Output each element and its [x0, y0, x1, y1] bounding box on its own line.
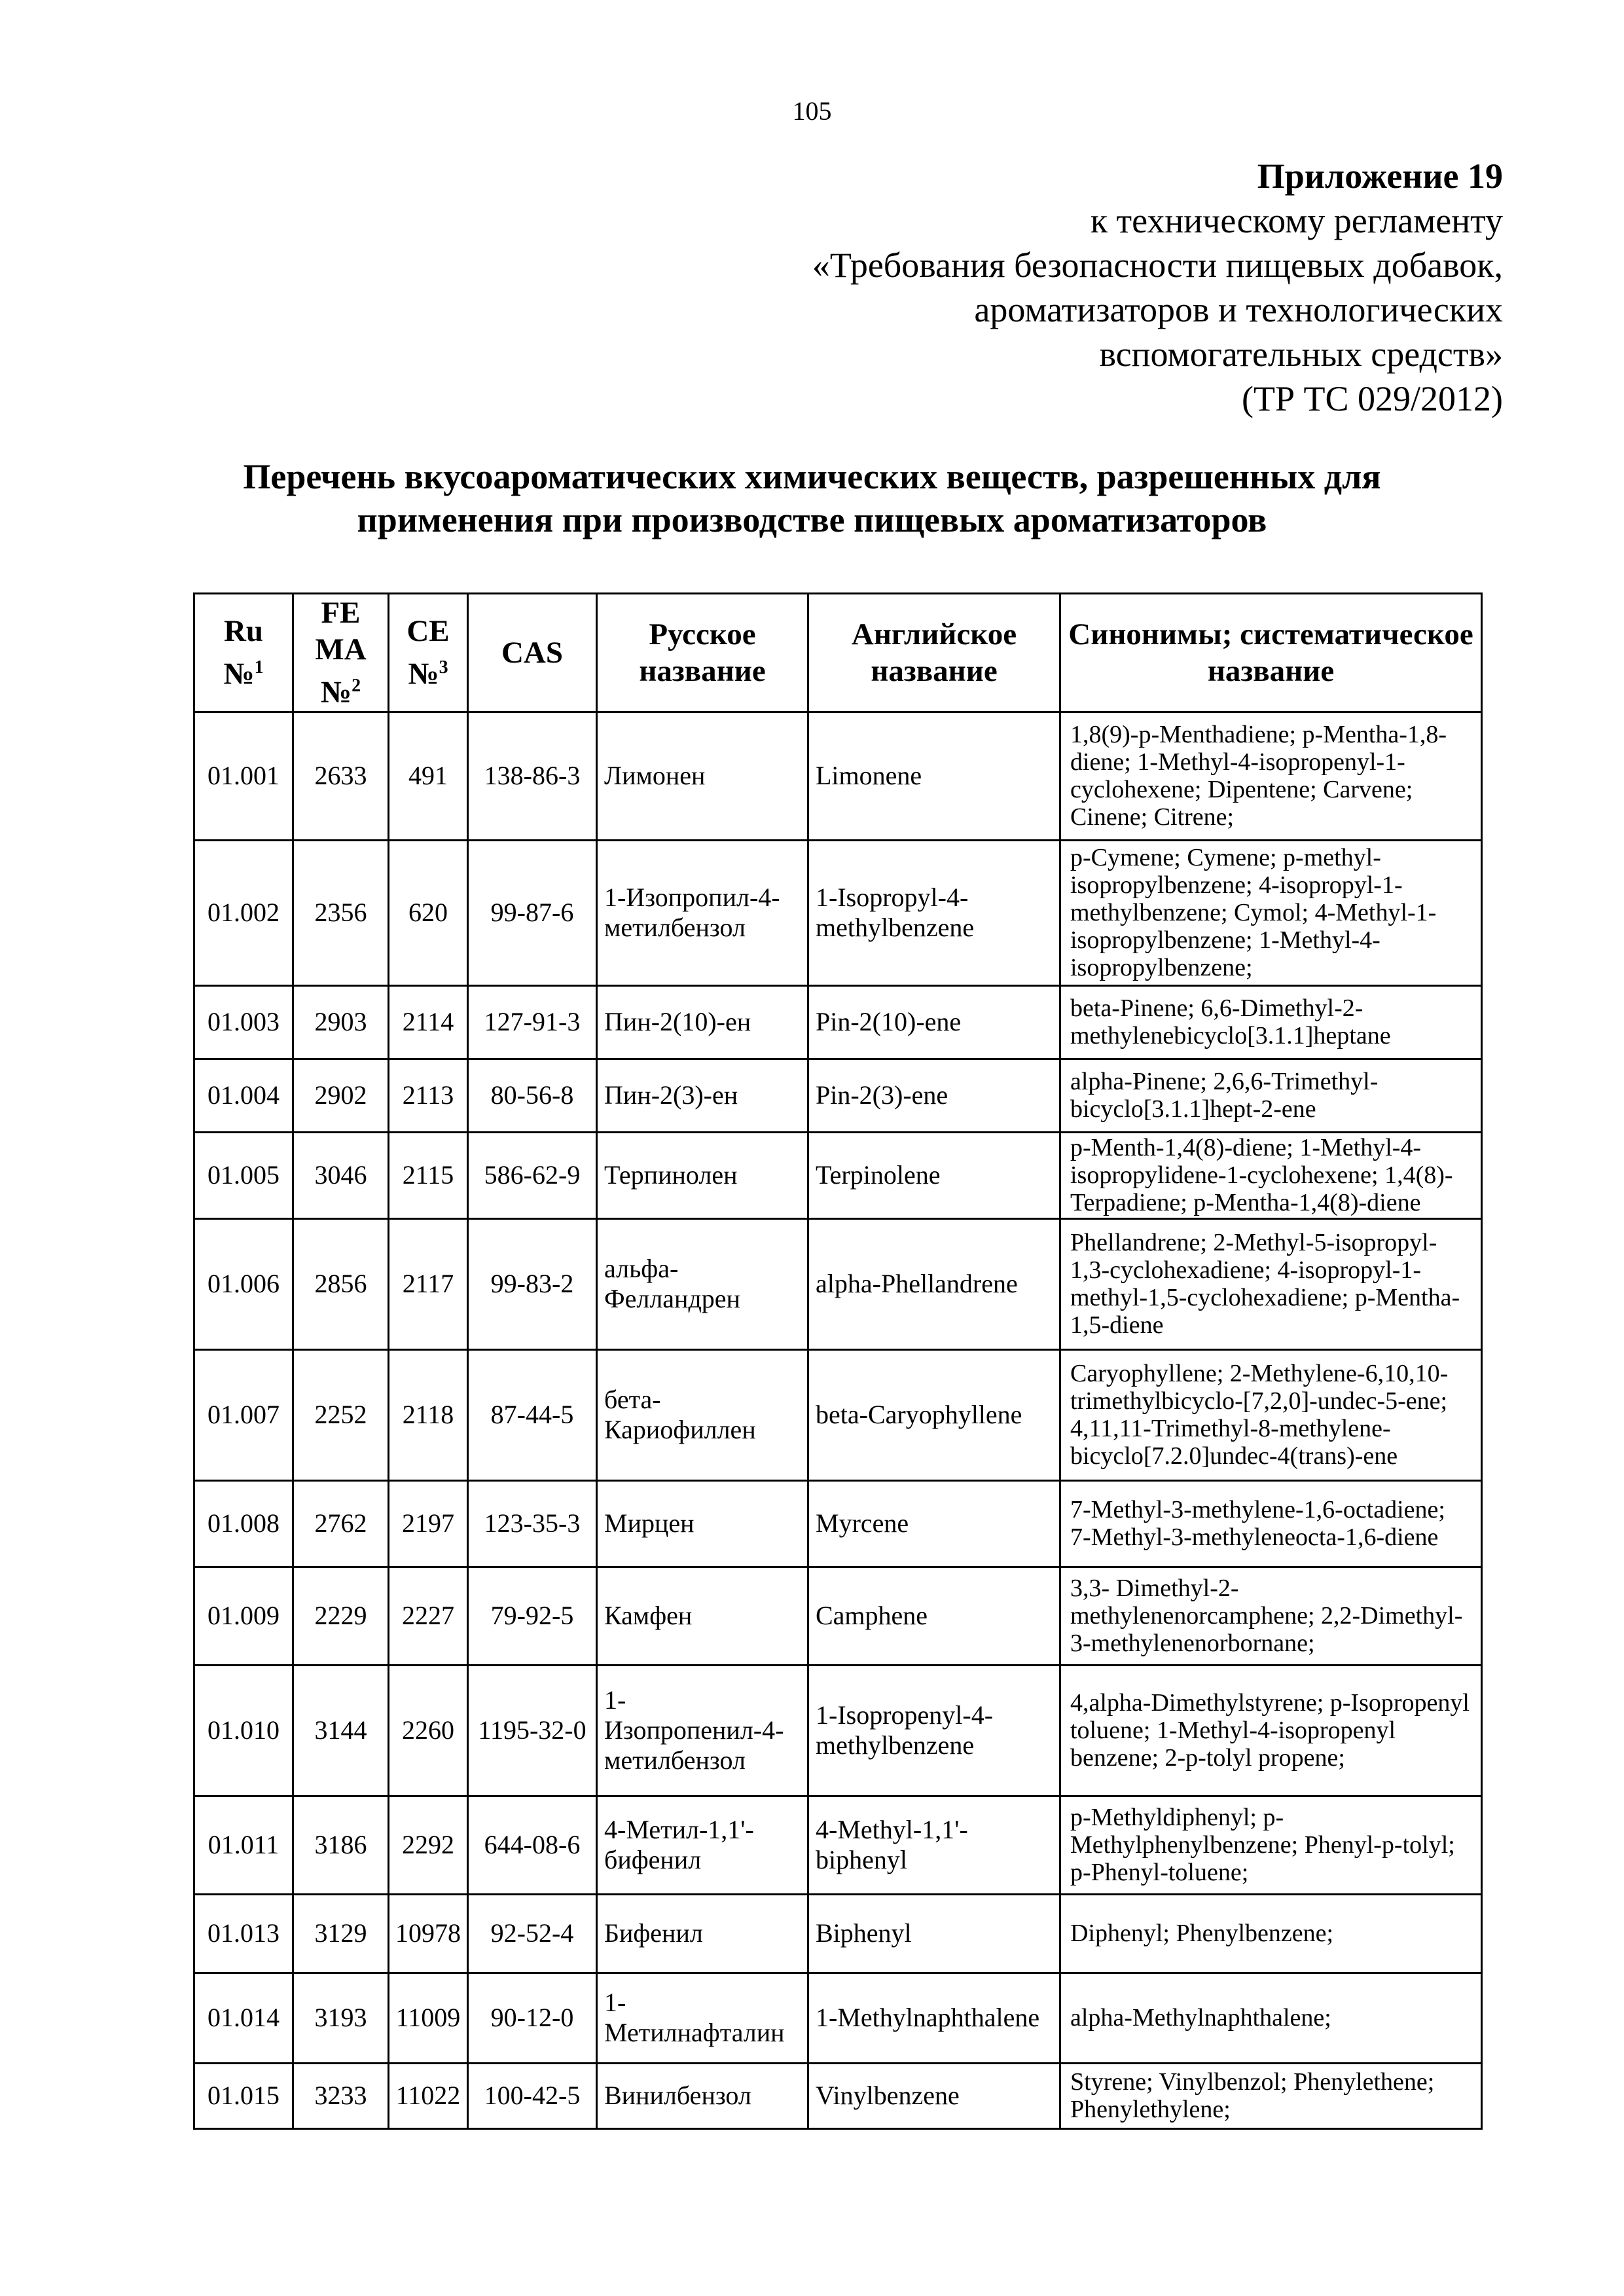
table-row	[194, 1796, 1482, 1894]
cell-fema-number: 3046	[293, 1132, 389, 1218]
cell-russian-name: Пин-2(3)-ен	[597, 1059, 808, 1132]
cell-synonyms: Caryophyllene; 2-Methylene-6,10,10-trimethylbicyclo-[7,2,0]-undec-5-ene; 4,11,11-Trimethyl-8-methylene-bicyclo[7.2.0]undec-4(trans)-ene	[1060, 1349, 1482, 1480]
cell-ce-number: 2197	[389, 1480, 468, 1567]
table-header-row	[194, 594, 1482, 712]
cell-cas-number: 99-87-6	[468, 840, 597, 985]
cell-fema-number: 2762	[293, 1480, 389, 1567]
cell-ce-number: 10978	[389, 1894, 468, 1973]
table-body	[194, 712, 1482, 2128]
cell-cas-number: 80-56-8	[468, 1059, 597, 1132]
appendix-line: «Требования безопасности пищевых добавок,	[812, 246, 1503, 285]
cell-russian-name: бета-Кариофиллен	[597, 1349, 808, 1480]
page-number: 105	[792, 96, 832, 126]
cell-synonyms: beta-Pinene; 6,6-Dimethyl-2-methylenebicyclo[3.1.1]heptane	[1060, 985, 1482, 1059]
table-row	[194, 985, 1482, 1059]
cell-fema-number: 2856	[293, 1218, 389, 1349]
cell-english-name: Limonene	[808, 712, 1060, 840]
cell-english-name: 4-Methyl-1,1'-biphenyl	[808, 1796, 1060, 1894]
appendix-title: Приложение 19	[1257, 156, 1503, 196]
cell-russian-name: Камфен	[597, 1567, 808, 1665]
cell-ru-number: 01.010	[194, 1665, 293, 1796]
cell-synonyms: 3,3- Dimethyl-2-methylenenorcamphene; 2,2-Dimethyl-3-methylenenorbornane;	[1060, 1567, 1482, 1665]
header-russian-name: Русское название	[597, 594, 808, 712]
table-row	[194, 2063, 1482, 2128]
header-ce: CE №$^3$	[389, 594, 468, 712]
header-synonyms: Синонимы; систематическое название	[1060, 594, 1482, 712]
cell-ru-number: 01.011	[194, 1796, 293, 1894]
cell-synonyms: Phellandrene; 2-Methyl-5-isopropyl-1,3-cyclohexadiene; 4-isopropyl-1-methyl-1,5-cyclohexadiene; p-Mentha-1,5-diene	[1060, 1218, 1482, 1349]
cell-russian-name: альфа-Фелландрен	[597, 1218, 808, 1349]
cell-synonyms: 7-Methyl-3-methylene-1,6-octadiene; 7-Methyl-3-methyleneocta-1,6-diene	[1060, 1480, 1482, 1567]
cell-ru-number: 01.003	[194, 985, 293, 1059]
appendix-line: (ТР ТС 029/2012)	[1242, 379, 1503, 418]
document-title-line: Перечень вкусоароматических химических веществ, разрешенных для	[243, 457, 1381, 496]
cell-english-name: Biphenyl	[808, 1894, 1060, 1973]
cell-ru-number: 01.006	[194, 1218, 293, 1349]
cell-english-name: 1-Isopropenyl-4-methylbenzene	[808, 1665, 1060, 1796]
cell-ru-number: 01.013	[194, 1894, 293, 1973]
table-row	[194, 1132, 1482, 1218]
cell-ce-number: 491	[389, 712, 468, 840]
cell-ru-number: 01.002	[194, 840, 293, 985]
cell-ce-number: 2260	[389, 1665, 468, 1796]
cell-ce-number: 620	[389, 840, 468, 985]
cell-ru-number: 01.005	[194, 1132, 293, 1218]
appendix-header	[521, 154, 1503, 421]
cell-english-name: Camphene	[808, 1567, 1060, 1665]
cell-fema-number: 3193	[293, 1973, 389, 2063]
cell-english-name: alpha-Phellandrene	[808, 1218, 1060, 1349]
cell-english-name: Vinylbenzene	[808, 2063, 1060, 2128]
table-row	[194, 1567, 1482, 1665]
cell-cas-number: 79-92-5	[468, 1567, 597, 1665]
cell-synonyms: alpha-Pinene; 2,6,6-Trimethyl-bicyclo[3.1.1]hept-2-ene	[1060, 1059, 1482, 1132]
table-row	[194, 840, 1482, 985]
cell-cas-number: 1195-32-0	[468, 1665, 597, 1796]
cell-fema-number: 2902	[293, 1059, 389, 1132]
cell-fema-number: 2252	[293, 1349, 389, 1480]
cell-ru-number: 01.001	[194, 712, 293, 840]
table-row	[194, 1665, 1482, 1796]
cell-synonyms: p-Menth-1,4(8)-diene; 1-Methyl-4-isopropylidene-1-cyclohexene; 1,4(8)-Terpadiene; p-Mentha-1,4(8)-diene	[1060, 1132, 1482, 1218]
cell-synonyms: alpha-Methylnaphthalene;	[1060, 1973, 1482, 2063]
cell-fema-number: 2903	[293, 985, 389, 1059]
cell-cas-number: 100-42-5	[468, 2063, 597, 2128]
cell-ce-number: 2114	[389, 985, 468, 1059]
cell-cas-number: 87-44-5	[468, 1349, 597, 1480]
header-english-name: Английское название	[808, 594, 1060, 712]
table-row	[194, 1059, 1482, 1132]
cell-russian-name: 1-Метилнафталин	[597, 1973, 808, 2063]
table-row	[194, 1480, 1482, 1567]
cell-synonyms: Styrene; Vinylbenzol; Phenylethene; Phenylethylene;	[1060, 2063, 1482, 2128]
cell-russian-name: Терпинолен	[597, 1132, 808, 1218]
cell-russian-name: 4-Метил-1,1'-бифенил	[597, 1796, 808, 1894]
cell-ce-number: 11009	[389, 1973, 468, 2063]
cell-english-name: 1-Methylnaphthalene	[808, 1973, 1060, 2063]
cell-ce-number: 2227	[389, 1567, 468, 1665]
document-title-line: применения при производстве пищевых ароматизаторов	[357, 500, 1267, 539]
cell-cas-number: 90-12-0	[468, 1973, 597, 2063]
cell-english-name: Myrcene	[808, 1480, 1060, 1567]
cell-synonyms: 1,8(9)-p-Menthadiene; p-Mentha-1,8-diene; 1-Methyl-4-isopropenyl-1-cyclohexene; Dipentene; Carvene; Cinene; Citrene;	[1060, 712, 1482, 840]
cell-cas-number: 92-52-4	[468, 1894, 597, 1973]
cell-russian-name: Лимонен	[597, 712, 808, 840]
cell-fema-number: 2229	[293, 1567, 389, 1665]
cell-ce-number: 2117	[389, 1218, 468, 1349]
cell-cas-number: 586-62-9	[468, 1132, 597, 1218]
cell-russian-name: Бифенил	[597, 1894, 808, 1973]
cell-ru-number: 01.007	[194, 1349, 293, 1480]
cell-ce-number: 2118	[389, 1349, 468, 1480]
cell-english-name: Pin-2(3)-ene	[808, 1059, 1060, 1132]
cell-synonyms: 4,alpha-Dimethylstyrene; p-Isopropenyl toluene; 1-Methyl-4-isopropenyl benzene; 2-p-tolyl propene;	[1060, 1665, 1482, 1796]
cell-cas-number: 123-35-3	[468, 1480, 597, 1567]
header-cas: CAS	[468, 594, 597, 712]
cell-fema-number: 3233	[293, 2063, 389, 2128]
appendix-line: вспомогательных средств»	[1099, 335, 1503, 374]
cell-russian-name: Пин-2(10)-ен	[597, 985, 808, 1059]
cell-cas-number: 138-86-3	[468, 712, 597, 840]
cell-english-name: Pin-2(10)-ene	[808, 985, 1060, 1059]
cell-ce-number: 2292	[389, 1796, 468, 1894]
cell-ce-number: 2113	[389, 1059, 468, 1132]
cell-russian-name: Мирцен	[597, 1480, 808, 1567]
cell-cas-number: 99-83-2	[468, 1218, 597, 1349]
cell-synonyms: p-Methyldiphenyl; p-Methylphenylbenzene; Phenyl-p-tolyl; p-Phenyl-toluene;	[1060, 1796, 1482, 1894]
cell-ce-number: 2115	[389, 1132, 468, 1218]
cell-ru-number: 01.008	[194, 1480, 293, 1567]
cell-synonyms: p-Cymene; Cymene; p-methyl-isopropylbenzene; 4-isopropyl-1-methylbenzene; Cymol; 4-Methyl-1-isopropylbenzene; 1-Methyl-4-isopropylbenzene;	[1060, 840, 1482, 985]
header-fema: FE MA №$^2$	[293, 594, 389, 712]
header-ru: Ru №$^1$	[194, 594, 293, 712]
cell-fema-number: 3186	[293, 1796, 389, 1894]
table-row	[194, 1894, 1482, 1973]
appendix-line: ароматизаторов и технологических	[974, 290, 1503, 329]
cell-english-name: beta-Caryophyllene	[808, 1349, 1060, 1480]
cell-russian-name: Винилбензол	[597, 2063, 808, 2128]
flavouring-substances-table	[193, 592, 1483, 2130]
cell-ru-number: 01.014	[194, 1973, 293, 2063]
cell-fema-number: 2633	[293, 712, 389, 840]
cell-fema-number: 2356	[293, 840, 389, 985]
cell-cas-number: 127-91-3	[468, 985, 597, 1059]
table-row	[194, 712, 1482, 840]
cell-cas-number: 644-08-6	[468, 1796, 597, 1894]
cell-russian-name: 1-Изопропил-4-метилбензол	[597, 840, 808, 985]
cell-ce-number: 11022	[389, 2063, 468, 2128]
cell-english-name: 1-Isopropyl-4-methylbenzene	[808, 840, 1060, 985]
appendix-line: к техническому регламенту	[1090, 201, 1503, 240]
cell-fema-number: 3129	[293, 1894, 389, 1973]
table-row	[194, 1349, 1482, 1480]
cell-ru-number: 01.015	[194, 2063, 293, 2128]
cell-ru-number: 01.009	[194, 1567, 293, 1665]
document-title	[157, 455, 1467, 541]
table-row	[194, 1218, 1482, 1349]
cell-fema-number: 3144	[293, 1665, 389, 1796]
cell-ru-number: 01.004	[194, 1059, 293, 1132]
table-row	[194, 1973, 1482, 2063]
cell-synonyms: Diphenyl; Phenylbenzene;	[1060, 1894, 1482, 1973]
cell-russian-name: 1-Изопропенил-4-метилбензол	[597, 1665, 808, 1796]
cell-english-name: Terpinolene	[808, 1132, 1060, 1218]
